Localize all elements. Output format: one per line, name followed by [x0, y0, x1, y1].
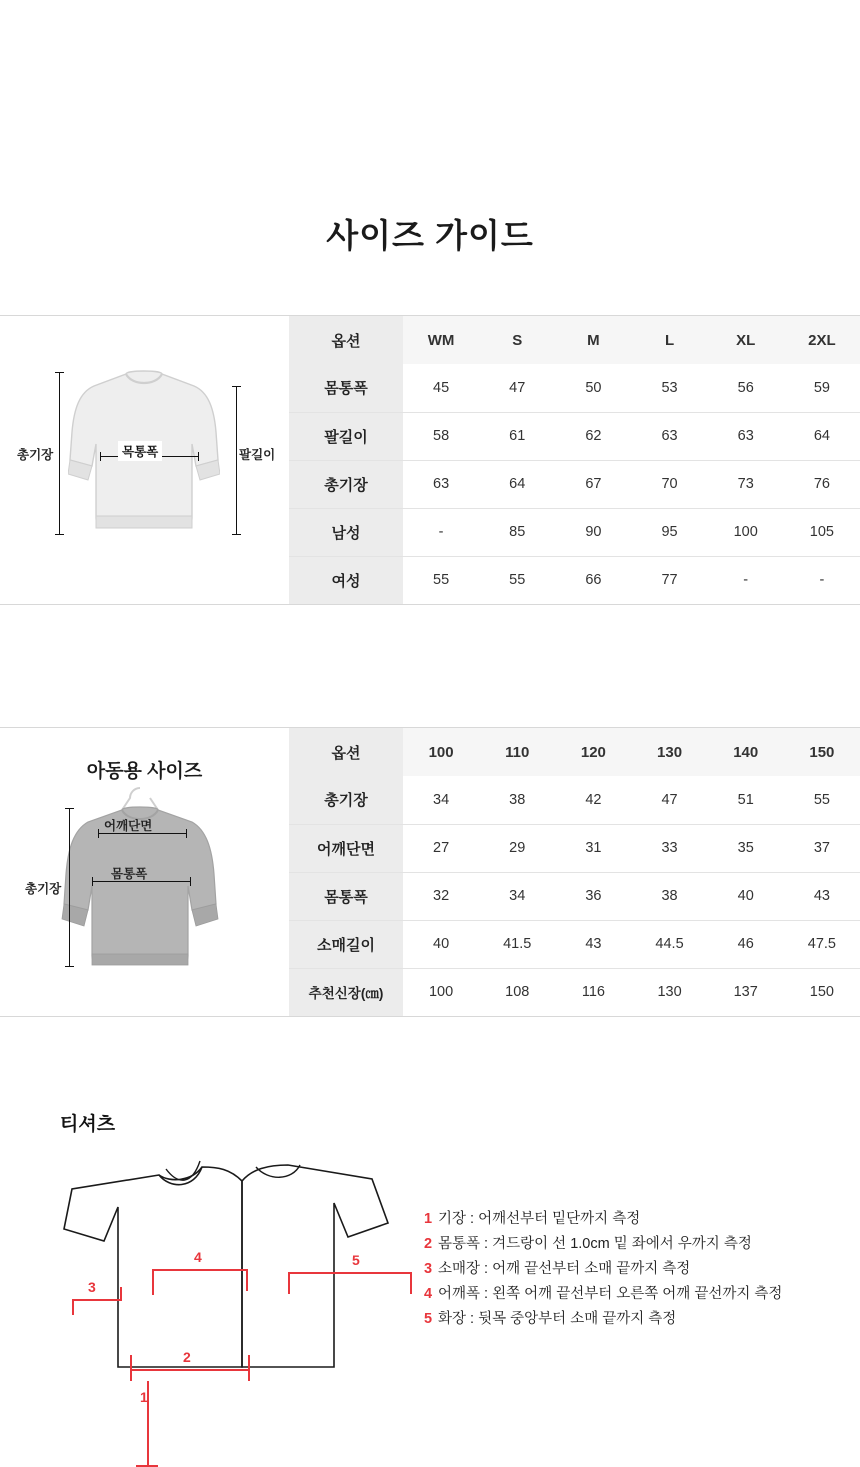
- adult-row-label-2: 총기장: [289, 460, 403, 508]
- adult-cell-2-1: 64: [479, 460, 555, 508]
- kids-cell-2-2: 36: [555, 872, 631, 920]
- adult-label-sleeve-length: 팔길이: [239, 448, 276, 462]
- kids-cell-3-3: 44.5: [631, 920, 707, 968]
- kids-cell-2-0: 32: [403, 872, 479, 920]
- adult-col-xl: XL: [708, 316, 784, 364]
- table-row: [289, 872, 860, 920]
- kids-cell-0-5: 55: [784, 776, 860, 824]
- legend-item-5: [424, 1307, 782, 1332]
- adult-sleeve-cap-bottom: [232, 534, 241, 535]
- kids-cell-0-2: 42: [555, 776, 631, 824]
- kids-cell-1-3: 33: [631, 824, 707, 872]
- adult-cell-3-5: 105: [784, 508, 860, 556]
- adult-col-wm: WM: [403, 316, 479, 364]
- kids-cell-4-2: 116: [581, 984, 605, 1001]
- kids-cell-1-4: 35: [708, 824, 784, 872]
- adult-col-s: S: [479, 316, 555, 364]
- adult-figure-pane: [0, 316, 289, 604]
- kids-col-120: 120: [555, 728, 631, 776]
- tshirt-measurement-section: [0, 1109, 860, 1405]
- tshirt-measure-5-cap-right: [410, 1272, 412, 1294]
- adult-sleeve-cap-top: [232, 386, 241, 387]
- adult-cell-3-3: 95: [631, 508, 707, 556]
- legend-text-2: 몸통폭 : 겨드랑이 선 1.0cm 밑 좌에서 우까지 측정: [438, 1236, 752, 1252]
- kids-cell-1-5: 37: [784, 824, 860, 872]
- legend-text-1: 기장 : 어깨선부터 밑단까지 측정: [438, 1211, 641, 1227]
- kids-row-label-0: 총기장: [289, 776, 403, 824]
- legend-num-3: 3: [424, 1261, 433, 1277]
- tshirt-measure-3-cap-right: [120, 1287, 122, 1301]
- kids-label-chest-width: 몸통폭: [111, 867, 148, 881]
- adult-table-pane: [289, 316, 860, 604]
- kids-figure-pane: [0, 728, 289, 1016]
- kids-cell-2-4: 40: [708, 872, 784, 920]
- divider-bottom-adult: [0, 604, 860, 605]
- kids-cell-2-5: 43: [784, 872, 860, 920]
- kids-cell-1-0: 27: [403, 824, 479, 872]
- adult-cell-2-5: 76: [784, 460, 860, 508]
- kids-heading: 아동용 사이즈: [86, 761, 203, 782]
- kids-cell-3-1: 41.5: [479, 920, 555, 968]
- adult-cell-3-1: 85: [479, 508, 555, 556]
- adult-row-label-0: 몸통폭: [289, 364, 403, 412]
- tshirt-measure-2-cap-left: [130, 1355, 132, 1381]
- table-row: [289, 412, 860, 460]
- adult-col-option: 옵션: [289, 316, 403, 364]
- adult-cell-3-4: 100: [708, 508, 784, 556]
- adult-cell-4-4: -: [743, 572, 749, 589]
- adult-col-l: L: [631, 316, 707, 364]
- kids-label-shoulder-width: 어깨단면: [104, 819, 153, 833]
- kids-col-140: 140: [708, 728, 784, 776]
- kids-shoulder-cap-left: [98, 829, 99, 838]
- kids-cell-2-1: 34: [479, 872, 555, 920]
- kids-cell-3-2: 43: [555, 920, 631, 968]
- kids-cell-0-1: 38: [479, 776, 555, 824]
- kids-table-pane: [289, 728, 860, 1016]
- tshirt-measure-4-label: 4: [194, 1249, 202, 1265]
- adult-cell-0-1: 47: [479, 364, 555, 412]
- tshirt-measure-3-label: 3: [88, 1279, 96, 1295]
- legend-text-5: 화장 : 뒷목 중앙부터 소매 끝까지 측정: [438, 1311, 677, 1327]
- table-header-row: [289, 728, 860, 776]
- legend-num-1: 1: [424, 1211, 433, 1227]
- legend-item-4: [424, 1282, 782, 1307]
- adult-length-cap-top: [55, 372, 64, 373]
- adult-cell-2-4: 73: [708, 460, 784, 508]
- adult-cell-1-1: 61: [479, 412, 555, 460]
- adult-cell-0-3: 53: [631, 364, 707, 412]
- kids-row-label-4: 추천신장(㎝): [289, 968, 403, 1016]
- legend-num-2: 2: [424, 1236, 433, 1252]
- adult-cell-1-0: 58: [403, 412, 479, 460]
- tshirt-measure-4-cap-left: [152, 1269, 154, 1295]
- adult-length-cap-bottom: [55, 534, 64, 535]
- adult-cell-3-0: -: [403, 508, 479, 556]
- tshirt-measure-1-cap-bottom: [136, 1465, 158, 1467]
- kids-col-150: 150: [784, 728, 860, 776]
- adult-cell-2-2: 67: [555, 460, 631, 508]
- adult-cell-4-1: 55: [509, 572, 526, 589]
- tshirt-measure-3-line: [72, 1299, 122, 1301]
- kids-chest-cap-left: [92, 877, 93, 886]
- tshirt-measure-5-cap-left: [288, 1272, 290, 1294]
- adult-cell-1-4: 63: [708, 412, 784, 460]
- kids-size-table: [289, 728, 860, 1016]
- adult-cell-1-2: 62: [555, 412, 631, 460]
- adult-cell-0-5: 59: [784, 364, 860, 412]
- kids-cell-4-1: 108: [505, 984, 530, 1001]
- legend-text-3: 소매장 : 어깨 끝선부터 소매 끝까지 측정: [438, 1261, 691, 1277]
- kids-cell-3-5: 47.5: [784, 920, 860, 968]
- legend-num-5: 5: [424, 1311, 433, 1327]
- tshirt-measure-2-cap-right: [248, 1355, 250, 1381]
- legend-item-3: [424, 1257, 782, 1282]
- kids-col-100: 100: [403, 728, 479, 776]
- legend-num-4: 4: [424, 1286, 433, 1302]
- tshirt-measure-3-cap-left: [72, 1299, 74, 1315]
- adult-cell-0-4: 56: [708, 364, 784, 412]
- adult-row-label-1: 팔길이: [289, 412, 403, 460]
- kids-shoulder-cap-right: [186, 829, 187, 838]
- adult-cell-4-5: -: [819, 572, 825, 589]
- adult-chest-cap-right: [198, 452, 199, 461]
- tshirt-heading: 티셔츠: [60, 1114, 116, 1135]
- table-row: [289, 556, 860, 604]
- adult-cell-1-3: 63: [631, 412, 707, 460]
- tshirt-measure-5-label: 5: [352, 1252, 360, 1268]
- kids-size-block: [0, 727, 860, 1017]
- tshirt-measure-4-cap-right: [246, 1269, 248, 1291]
- adult-cell-2-0: 63: [403, 460, 479, 508]
- kids-cell-2-3: 38: [631, 872, 707, 920]
- kids-cell-4-0: 100: [428, 984, 454, 1001]
- kids-cell-0-3: 47: [631, 776, 707, 824]
- tshirt-legend: [424, 1207, 782, 1332]
- adult-row-label-3: 남성: [289, 508, 403, 556]
- tshirt-diagram-icon: [42, 1137, 442, 1387]
- divider-bottom-kids: [0, 1016, 860, 1017]
- table-row: [289, 776, 860, 824]
- adult-row-label-4: 여성: [289, 556, 403, 604]
- kids-cell-0-0: 34: [403, 776, 479, 824]
- kids-chest-cap-right: [190, 877, 191, 886]
- adult-cell-0-2: 50: [555, 364, 631, 412]
- adult-cell-2-3: 70: [631, 460, 707, 508]
- kids-col-110: 110: [479, 728, 555, 776]
- kids-cell-1-1: 29: [479, 824, 555, 872]
- kids-cell-3-0: 40: [403, 920, 479, 968]
- adult-label-chest-width: 목통폭: [118, 441, 162, 461]
- adult-size-block: [0, 315, 860, 605]
- kids-label-total-length: 총기장: [25, 882, 62, 896]
- adult-label-total-length: 총기장: [17, 448, 54, 462]
- adult-chest-cap-left: [100, 452, 101, 461]
- kids-row-label-3: 소매길이: [289, 920, 403, 968]
- table-row: [289, 968, 860, 1016]
- kids-col-130: 130: [631, 728, 707, 776]
- adult-cell-4-0: 55: [433, 572, 450, 589]
- kids-length-cap-bottom: [65, 966, 74, 967]
- tshirt-measure-2-line: [130, 1369, 250, 1371]
- tshirt-measure-1-label: 1: [140, 1389, 148, 1405]
- table-row: [289, 824, 860, 872]
- adult-col-2xl: 2XL: [784, 316, 860, 364]
- tshirt-measure-2-label: 2: [183, 1349, 191, 1365]
- adult-cell-1-5: 64: [784, 412, 860, 460]
- adult-cell-0-0: 45: [403, 364, 479, 412]
- adult-cell-4-3: 77: [661, 572, 678, 589]
- kids-cell-4-4: 137: [733, 984, 758, 1001]
- tshirt-measure-4-line: [152, 1269, 248, 1271]
- adult-length-line: [59, 372, 60, 534]
- kids-cell-4-5: 150: [809, 984, 834, 1001]
- adult-size-table: [289, 316, 860, 604]
- kids-cell-1-2: 31: [555, 824, 631, 872]
- legend-item-1: [424, 1207, 782, 1232]
- adult-cell-4-2: 66: [585, 572, 602, 589]
- adult-cell-3-2: 90: [555, 508, 631, 556]
- kids-row-label-2: 몸통폭: [289, 872, 403, 920]
- table-row: [289, 460, 860, 508]
- legend-item-2: [424, 1232, 782, 1257]
- kids-row-label-1: 어깨단면: [289, 824, 403, 872]
- kids-length-cap-top: [65, 808, 74, 809]
- kids-col-option: 옵션: [289, 728, 403, 776]
- adult-col-m: M: [555, 316, 631, 364]
- tshirt-measure-5-line: [288, 1272, 412, 1274]
- table-row: [289, 920, 860, 968]
- page-title: 사이즈 가이드: [326, 217, 534, 254]
- adult-sleeve-line: [236, 386, 237, 534]
- table-row: [289, 364, 860, 412]
- table-row: [289, 508, 860, 556]
- kids-cell-4-3: 130: [657, 984, 682, 1001]
- kids-length-line: [69, 808, 70, 966]
- legend-text-4: 어깨폭 : 왼쪽 어깨 끝선부터 오른쪽 어깨 끝선까지 측정: [438, 1286, 783, 1302]
- kids-cell-3-4: 46: [708, 920, 784, 968]
- table-header-row: [289, 316, 860, 364]
- kids-cell-0-4: 51: [708, 776, 784, 824]
